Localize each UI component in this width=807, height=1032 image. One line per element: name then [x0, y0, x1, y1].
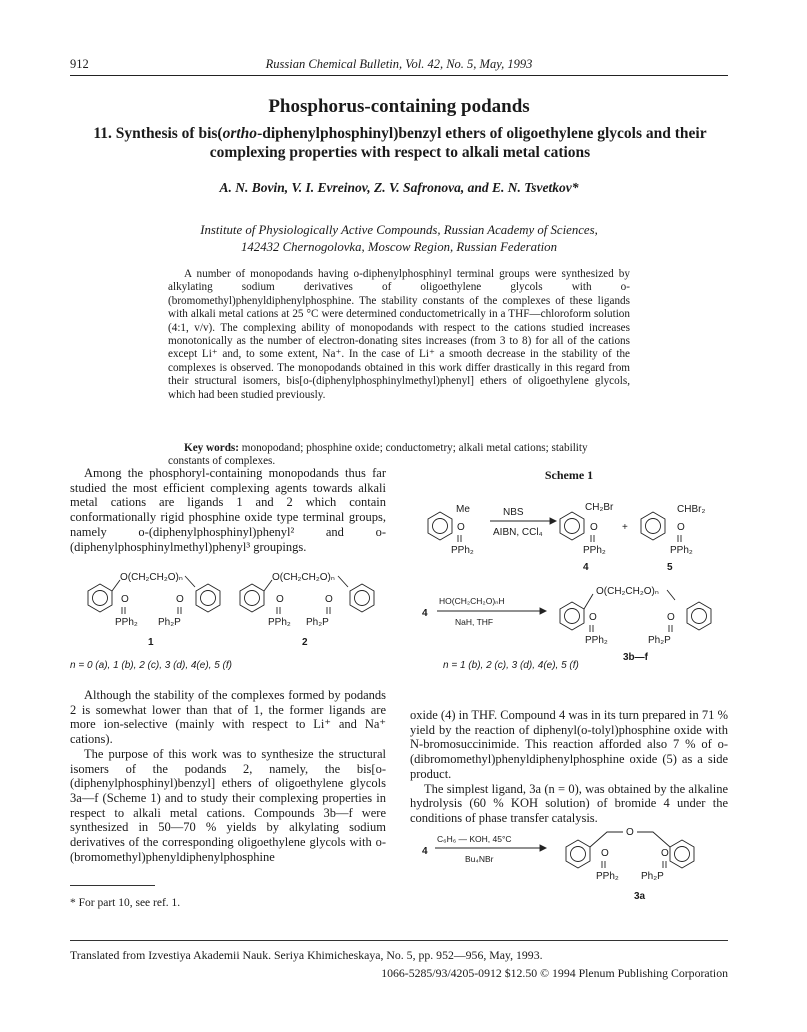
c5-o: O — [677, 522, 685, 533]
start-o: O — [457, 522, 465, 533]
plus-sign: + — [622, 522, 628, 533]
affiliation-line-1: Institute of Physiologically Active Compounds, Russian Academy of Sciences, — [200, 223, 598, 237]
subtitle-italic: ortho — [222, 125, 258, 142]
arrow-2-head — [540, 608, 546, 614]
p3a-aromatic-ring-right — [675, 847, 690, 862]
step3-reactant-4: 4 — [422, 846, 428, 857]
p3-bond-2 — [667, 590, 675, 600]
reagent-aibn: AIBN, CCl₄ — [493, 527, 543, 538]
structures-caption: n = 0 (a), 1 (b), 2 (c), 3 (d), 4(e), 5 (f) — [70, 660, 232, 671]
bottom-rule — [70, 940, 728, 941]
reagent-nah: NaH, THF — [455, 617, 494, 627]
s1-chain: O(CH₂CH₂O)ₙ — [120, 572, 183, 583]
keywords-text: monopodand; phosphine oxide; conductometry; alkali metal cations; stability constants of complexes. — [168, 442, 588, 468]
left-para-2-text: Although the stability of the complexes formed by podands 2 is somewhat lower than that of 1, the former ligands are more ion-selective (mainly with respect to Li⁺ and Na⁺ cations). — [70, 688, 386, 747]
authors: A. N. Bovin, V. I. Evreinov, Z. V. Safronova, and E. N. Tsvetkov* — [219, 180, 579, 195]
structures-1-2 — [70, 562, 390, 662]
reagent-bu4nbr: Bu₄NBr — [465, 854, 494, 864]
c5-benzene — [641, 512, 665, 540]
compound-5-label: 5 — [667, 562, 673, 573]
translated-from: Translated from Izvestiya Akademii Nauk. Seriya Khimicheskaya, No. 5, pp. 952—956, May, 1993. — [70, 948, 543, 962]
product-3b-f-label: 3b—f — [623, 652, 648, 663]
s2-chain: O(CH₂CH₂O)ₙ — [272, 572, 335, 583]
left-para-2 — [70, 688, 386, 864]
structure-2 — [240, 572, 374, 648]
article-title: Phosphorus-containing podands — [268, 96, 530, 117]
step2-reactant-4: 4 — [422, 608, 428, 619]
footnote: * For part 10, see ref. 1. — [70, 897, 181, 909]
right-para-1 — [410, 708, 728, 826]
s1-o-left: O — [121, 594, 129, 605]
s2-o-right: O — [325, 594, 333, 605]
p3a-benzene-left — [566, 840, 590, 868]
p3a-pph2: PPh₂ — [596, 871, 619, 882]
subtitle-rest: -diphenylphosphinyl)benzyl ethers of oligoethylene glycols and their complexing properties with respect to alkali metal cations — [209, 125, 707, 161]
p3-chain: O(CH₂CH₂O)ₙ — [596, 586, 659, 597]
abstract: A number of monopodands having o-diphenylphosphinyl terminal groups were synthesized by alkylating sodium derivatives of oligoethylene glycols with o-(bromomethyl)phenyldiphenylphosphine. The stability constants of the complexes of these ligands with alkali metal cations at 25 °C were determined conductometrically in a THF—chloroform solution (4:1, v/v). The complexing ability of monopodands with respect to the cations studied increases monotonically as the number of electron-donating sites increases (from 3 to 8) for all of the cations except Li⁺ and, to some extent, Na⁺. In the case of Li⁺ a smooth decrease in the stability of the complexes is observed. The monopodands obtained in this work differ drastically in this regard from their structural isomers, bis[o-(diphenylphosphinylmethyl)phenyl] ethers of oligoethylene glycols, which had been studied previously. — [168, 268, 630, 401]
c4-o: O — [590, 522, 598, 533]
s2-benzene-right — [350, 584, 374, 612]
p3a-bond-left — [590, 832, 623, 847]
reagent-glycol: HO(CH₂CH₂O)ₙH — [439, 596, 505, 606]
p3-o-right: O — [667, 612, 675, 623]
structure-2-label: 2 — [302, 637, 308, 648]
scheme-step-3a — [415, 818, 730, 918]
scheme-compound-5 — [641, 504, 705, 573]
left-para-1-text: Among the phosphoryl-containing monopodands thus far studied the most efficient complexing agents towards alkali metal cations are ligands 1 and 2 which contain conformationally rigid phosphine oxide type terminal groups, namely o-(diphenylphosphinyl)phenyl² and o-(diphenylphosphinylmethyl)phenyl³ groupings. — [70, 466, 386, 554]
scheme-caption: n = 1 (b), 2 (c), 3 (d), 4(e), 5 (f) — [443, 660, 579, 671]
c4-ch2br: CH₂Br — [585, 502, 614, 513]
p3-ph2p: Ph₂P — [648, 635, 671, 646]
p3-aromatic-ring-left — [565, 609, 580, 624]
s2-pph2: PPh₂ — [268, 617, 291, 628]
page-number: 912 — [70, 57, 89, 71]
p3a-o-left: O — [601, 848, 609, 859]
scheme-product-3b-f — [560, 586, 711, 663]
arrow-1-head — [550, 518, 556, 524]
s1-aromatic-ring-right — [201, 591, 216, 606]
subtitle-prefix: 11. Synthesis of bis( — [93, 125, 223, 142]
footnote-rule — [70, 885, 155, 886]
p3-pph2: PPh₂ — [585, 635, 608, 646]
scheme-1 — [415, 490, 730, 730]
s2-o-left: O — [276, 594, 284, 605]
s1-ph2p: Ph₂P — [158, 617, 181, 628]
c5-aromatic-ring — [646, 519, 661, 534]
p3a-bond-right — [637, 832, 670, 847]
scheme-compound-4 — [560, 502, 614, 573]
start-me: Me — [456, 504, 470, 515]
keywords-label: Key words: — [184, 442, 239, 454]
affiliation — [70, 222, 728, 256]
c4-aromatic-ring — [565, 519, 580, 534]
copyright-line: 1066-5285/93/4205-0912 $12.50 © 1994 Plenum Publishing Corporation — [381, 966, 728, 980]
c4-benzene — [560, 512, 584, 540]
s2-bond — [264, 580, 272, 591]
start-benzene — [428, 512, 452, 540]
p3a-ph2p: Ph₂P — [641, 871, 664, 882]
arrow-3-head — [540, 845, 546, 851]
structure-1 — [88, 572, 220, 648]
s1-o-right: O — [176, 594, 184, 605]
start-aromatic-ring — [433, 519, 448, 534]
c5-pph2: PPh₂ — [670, 545, 693, 556]
compound-4-label: 4 — [583, 562, 589, 573]
p3a-aromatic-ring-left — [571, 847, 586, 862]
reagent-nbs: NBS — [503, 507, 524, 518]
p3-benzene-left — [560, 602, 584, 630]
header-rule — [70, 75, 728, 76]
keywords — [168, 442, 630, 469]
reagent-koh: C₆H₆ — KOH, 45°C — [437, 834, 512, 844]
s2-ph2p: Ph₂P — [306, 617, 329, 628]
p3-o-left: O — [589, 612, 597, 623]
s1-pph2: PPh₂ — [115, 617, 138, 628]
scheme-title: Scheme 1 — [544, 468, 594, 482]
right-para-1-text: oxide (4) in THF. Compound 4 was in its turn prepared in 71 % yield by the reaction of diphenyl(o-tolyl)phosphine oxide with N-bromosuccinimide. This reaction afforded also 7 % of o-(dibromomethyl)phenyldiphenylphosphine oxide (5) as a side product. — [410, 708, 728, 781]
c4-pph2: PPh₂ — [583, 545, 606, 556]
p3a-o-link: O — [626, 827, 634, 838]
s2-aromatic-ring-right — [355, 591, 370, 606]
start-pph2: PPh₂ — [451, 545, 474, 556]
s2-benzene-left — [240, 584, 264, 612]
p3-bond — [584, 594, 593, 609]
p3a-benzene-right — [670, 840, 694, 868]
affiliation-line-2: 142432 Chernogolovka, Moscow Region, Russian Federation — [241, 240, 557, 254]
p3-aromatic-ring-right — [692, 609, 707, 624]
s1-benzene-right — [196, 584, 220, 612]
s2-bond-2 — [338, 576, 348, 587]
s1-benzene-left — [88, 584, 112, 612]
product-3a-label: 3a — [634, 891, 646, 902]
scheme-start-material — [428, 504, 474, 556]
left-para-1 — [70, 466, 386, 554]
scheme-product-3a — [566, 827, 694, 902]
p3-benzene-right — [687, 602, 711, 630]
s1-bond-2 — [185, 576, 195, 587]
s2-aromatic-ring-left — [245, 591, 260, 606]
right-para-2-text: The simplest ligand, 3a (n = 0), was obtained by the alkaline hydrolysis (60 % KOH solution) of bromide 4 under the conditions of phase transfer catalysis. — [410, 781, 728, 825]
s1-bond — [112, 580, 120, 591]
article-subtitle — [80, 124, 720, 162]
s1-aromatic-ring-left — [93, 591, 108, 606]
journal-header: Russian Chemical Bulletin, Vol. 42, No. 5, May, 1993 — [265, 57, 533, 71]
left-para-3-text: The purpose of this work was to synthesize the structural isomers of the podands 2, namely, the bis[o-(diphenylphosphinyl)benzyl] ethers of oligoethylene glycols 3a—f (Scheme 1) and to study their complexing properties in respect to alkali metal cations. Compounds 3b—f were synthesized in 50—70 % yields by alkylating sodium derivatives of the corresponding oligoethylene glycols with o-(bromomethyl)phenyldiphenylphosphine — [70, 746, 386, 864]
p3a-o-right: O — [661, 848, 669, 859]
structure-1-label: 1 — [148, 637, 154, 648]
c5-chbr2: CHBr₂ — [677, 504, 706, 515]
